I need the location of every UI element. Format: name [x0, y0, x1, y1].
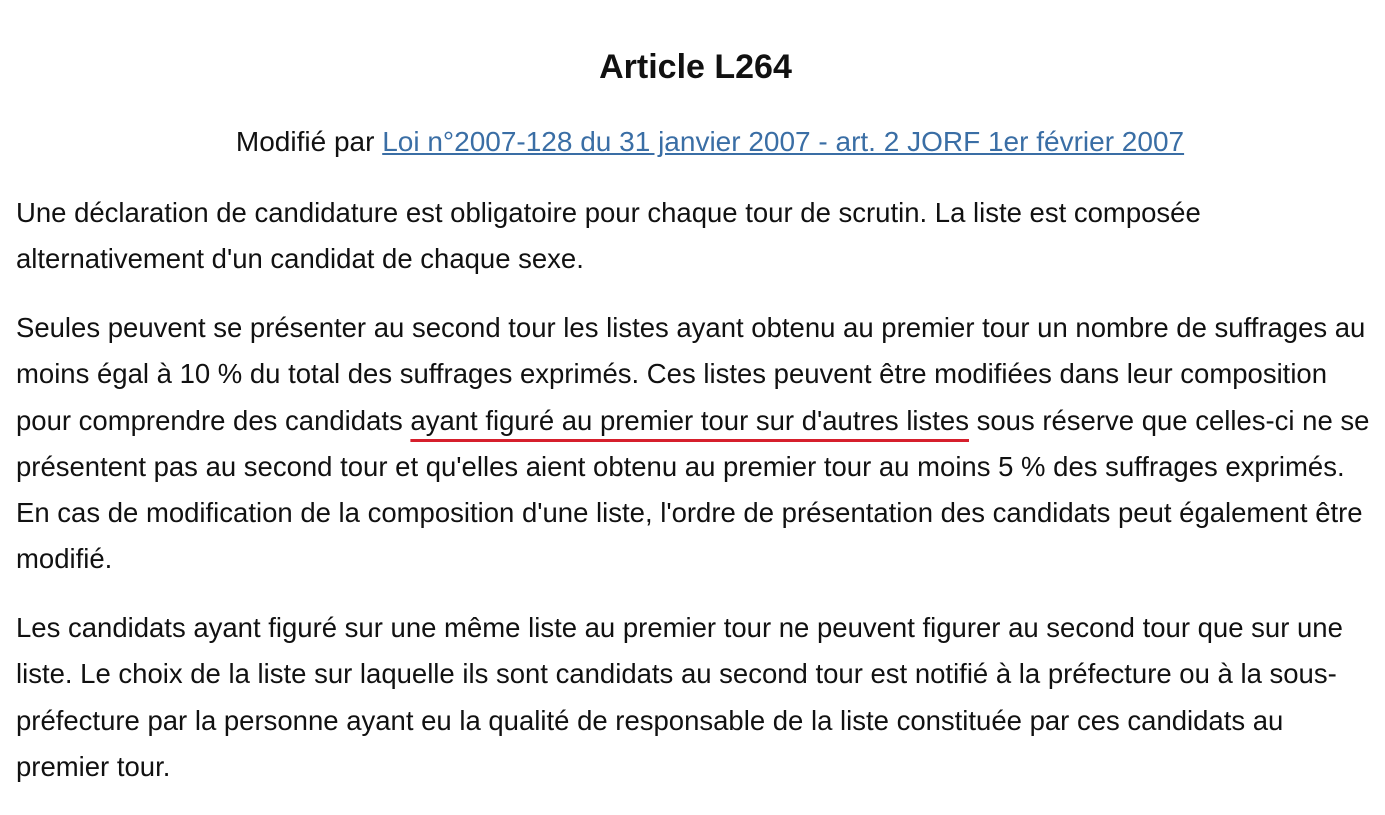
- article-title: Article L264: [599, 48, 792, 86]
- paragraph-2-text-before: Seules peuvent se présenter au second tour les listes ayant obtenu au premier tour un nombre de suffrages au moins égal à 10 % du total des suffrages exprimés. Ces listes peuvent être modifiées dans leur composition pour comprendre des candidats: [16, 312, 1366, 436]
- paragraph-2: [16, 305, 1376, 583]
- paragraph-2-text-after: sous réserve que celles-ci ne se présentent pas au second tour et qu'elles aient obtenu au premier tour au moins 5 % des suffrages exprimés. En cas de modification de la composition d'une liste, l'ordre de présentation des candidats peut également être modifié.: [16, 404, 1370, 575]
- paragraph-3: Les candidats ayant figuré sur une même liste au premier tour ne peuvent figurer au second tour que sur une liste. Le choix de la liste sur laquelle ils sont candidats au second tour est notifié à la préfecture ou à la sous-préfecture par la personne ayant eu la qualité de responsable de la liste constituée par ces candidats au premier tour.: [16, 612, 1343, 782]
- modified-prefix: Modifié par: [235, 126, 383, 157]
- amending-law-link[interactable]: Loi n°2007-128 du 31 janvier 2007 - art. 2 JORF 1er février 2007: [382, 126, 1185, 157]
- red-underlined-phrase: ayant figuré au premier tour sur d'autres listes: [410, 404, 969, 436]
- paragraph-1: Une déclaration de candidature est obligatoire pour chaque tour de scrutin. La liste est composée alternativement d'un candidat de chaque sexe.: [16, 197, 1201, 275]
- modification-note: [0, 124, 1385, 160]
